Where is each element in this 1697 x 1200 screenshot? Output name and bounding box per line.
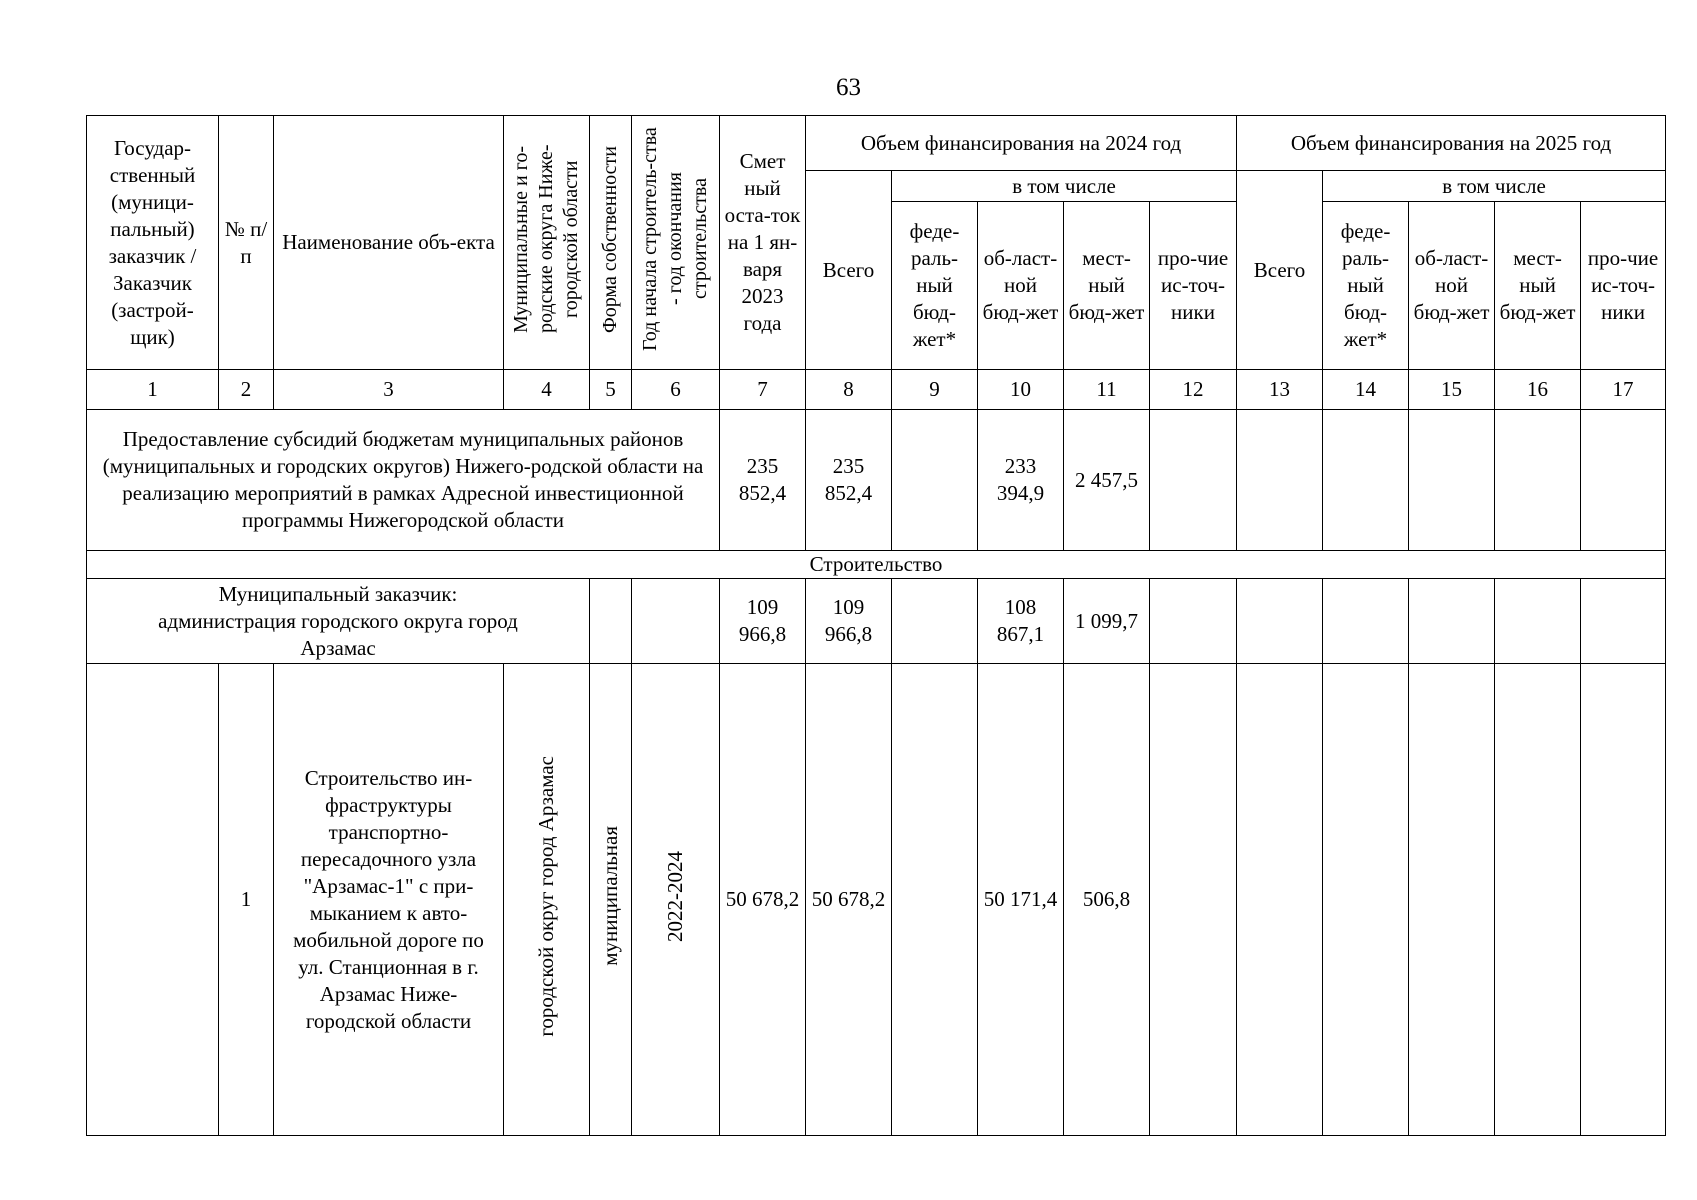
object-number: 1 [219, 664, 274, 1136]
subsidy-2024-local: 2 457,5 [1064, 410, 1150, 551]
customer-title: Муниципальный заказчик: администрация городского округа город Арзамас [87, 579, 590, 664]
object-2024-regional: 50 171,4 [978, 664, 1064, 1136]
empty-cell [590, 579, 632, 664]
header-2025-federal: феде-раль-ный бюд-жет* [1323, 202, 1409, 370]
col-number: 4 [504, 370, 590, 410]
col-number: 13 [1237, 370, 1323, 410]
financing-table [86, 115, 1666, 1136]
header-2025-local: мест-ный бюд-жет [1495, 202, 1581, 370]
col-number: 10 [978, 370, 1064, 410]
header-2025-regional: об-ласт-ной бюд-жет [1409, 202, 1495, 370]
section-row [87, 551, 1666, 579]
header-2025-other: про-чие ис-точ-ники [1581, 202, 1666, 370]
empty-cell [892, 664, 978, 1136]
col-number: 6 [632, 370, 720, 410]
empty-cell [892, 579, 978, 664]
subsidy-row [87, 410, 1666, 551]
col-number: 5 [590, 370, 632, 410]
object-ownership: муниципальная [590, 664, 632, 1136]
header-ownership: Форма собственности [590, 116, 632, 370]
empty-cell [1237, 410, 1323, 551]
col-number: 1 [87, 370, 219, 410]
customer-2024-regional: 108 867,1 [978, 579, 1064, 664]
customer-estimate: 109 966,8 [720, 579, 806, 664]
empty-cell [1237, 579, 1323, 664]
col-number: 3 [274, 370, 504, 410]
subsidy-estimate: 235 852,4 [720, 410, 806, 551]
header-district: Муниципальные и го-родские округа Ниже-городской области [504, 116, 590, 370]
col-number: 8 [806, 370, 892, 410]
header-2024-including: в том числе [892, 171, 1237, 202]
header-2024-federal: феде-раль-ный бюд-жет* [892, 202, 978, 370]
header-financing-2024: Объем финансирования на 2024 год [806, 116, 1237, 171]
empty-cell [1581, 410, 1666, 551]
subsidy-2024-federal [892, 410, 978, 551]
empty-cell [1237, 664, 1323, 1136]
empty-cell [1323, 410, 1409, 551]
header-2024-total: Всего [806, 171, 892, 370]
col-number: 14 [1323, 370, 1409, 410]
header-2024-other: про-чие ис-точ-ники [1150, 202, 1237, 370]
header-2024-local: мест-ный бюд-жет [1064, 202, 1150, 370]
object-district: городской округ город Арзамас [504, 664, 590, 1136]
empty-cell [1495, 410, 1581, 551]
header-number: № п/ п [219, 116, 274, 370]
header-2024-regional: об-ласт-ной бюд-жет [978, 202, 1064, 370]
empty-cell [1150, 579, 1237, 664]
column-numbers-row [87, 370, 1666, 410]
subsidy-2024-total: 235 852,4 [806, 410, 892, 551]
empty-cell [1495, 579, 1581, 664]
col-number: 15 [1409, 370, 1495, 410]
header-object-name: Наименование объ-екта [274, 116, 504, 370]
object-2024-total: 50 678,2 [806, 664, 892, 1136]
customer-2024-local: 1 099,7 [1064, 579, 1150, 664]
empty-cell [1409, 579, 1495, 664]
empty-cell [87, 664, 219, 1136]
subsidy-title: Предоставление субсидий бюджетам муниципальных районов (муниципальных и городских округов) Нижего-родской области на реализацию мероприятий в рамках Адресной инвестиционной программы Нижегородской области [87, 410, 720, 551]
header-2025-total: Всего [1237, 171, 1323, 370]
col-number: 11 [1064, 370, 1150, 410]
empty-cell [1581, 664, 1666, 1136]
empty-cell [632, 579, 720, 664]
col-number: 12 [1150, 370, 1237, 410]
col-number: 2 [219, 370, 274, 410]
object-2024-local: 506,8 [1064, 664, 1150, 1136]
customer-row [87, 579, 1666, 664]
empty-cell [1409, 410, 1495, 551]
header-customer: Государ-ственный (муници-пальный) заказчик / Заказчик (застрой-щик) [87, 116, 219, 370]
empty-cell [1409, 664, 1495, 1136]
col-number: 16 [1495, 370, 1581, 410]
object-estimate: 50 678,2 [720, 664, 806, 1136]
header-2025-including: в том числе [1323, 171, 1666, 202]
col-number: 17 [1581, 370, 1666, 410]
subsidy-2024-regional: 233 394,9 [978, 410, 1064, 551]
page-number: 63 [836, 74, 861, 101]
empty-cell [1150, 410, 1237, 551]
empty-cell [1495, 664, 1581, 1136]
empty-cell [1323, 664, 1409, 1136]
col-number: 9 [892, 370, 978, 410]
section-title: Строительство [87, 551, 1666, 579]
object-row [87, 664, 1666, 1136]
empty-cell [1581, 579, 1666, 664]
customer-2024-total: 109 966,8 [806, 579, 892, 664]
object-years: 2022-2024 [632, 664, 720, 1136]
header-financing-2025: Объем финансирования на 2025 год [1237, 116, 1666, 171]
header-years: Год начала строитель-ства - год окончания строительства [632, 116, 720, 370]
object-name: Строительство ин-фраструктуры транспортно-пересадочного узла "Арзамас-1" с при-мыканием к авто-мобильной дороге по ул. Станционная в г. Арзамас Ниже-городской области [274, 664, 504, 1136]
header-estimate-balance: Смет ный оста-ток на 1 ян-варя 2023 года [720, 116, 806, 370]
empty-cell [1323, 579, 1409, 664]
col-number: 7 [720, 370, 806, 410]
empty-cell [1150, 664, 1237, 1136]
